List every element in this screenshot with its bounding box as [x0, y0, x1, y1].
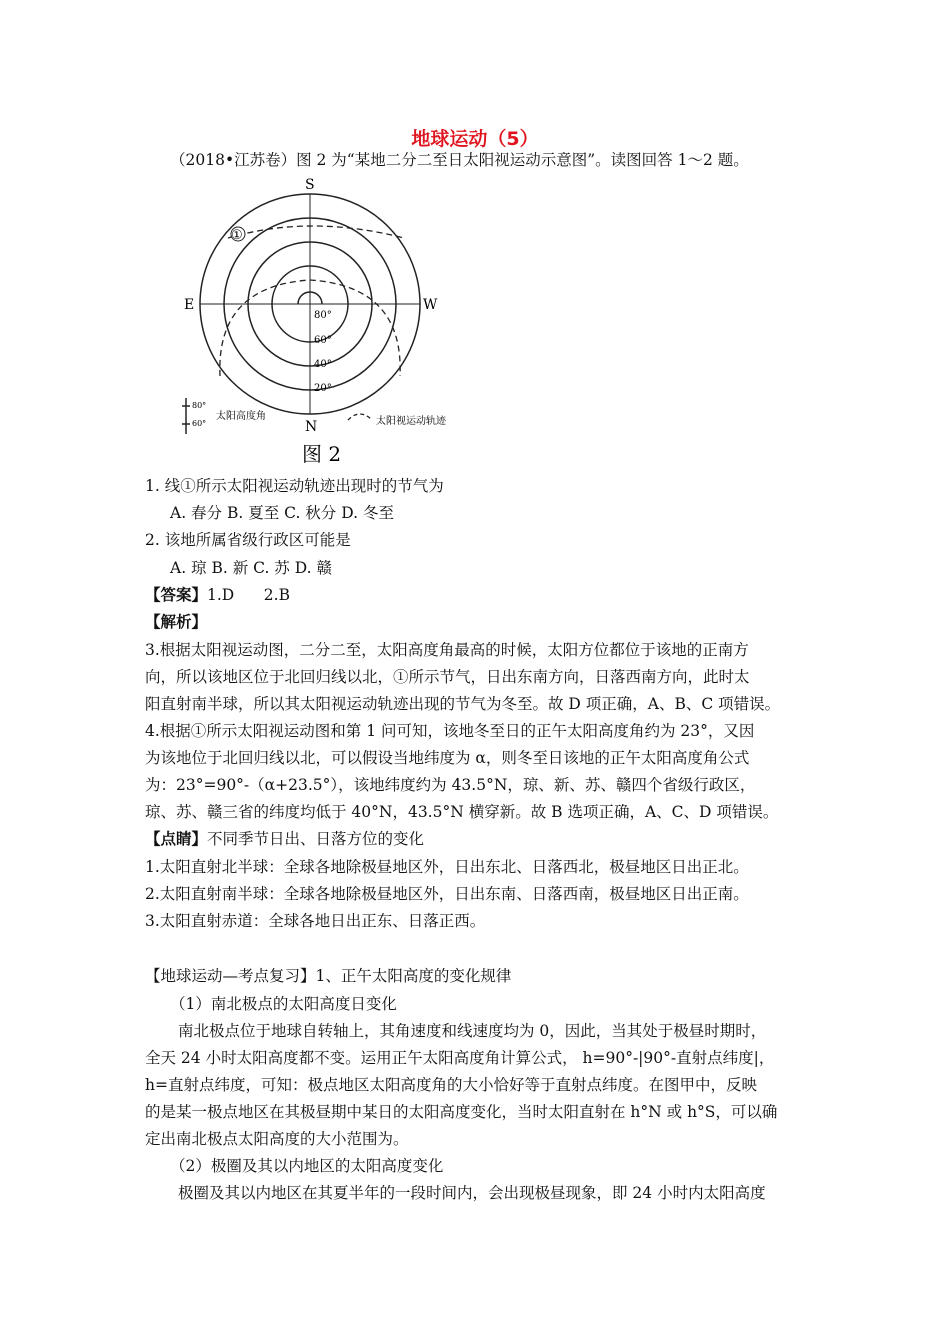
analysis-tag: 【解析】	[145, 612, 208, 631]
legend-scale-bottom: 60°	[192, 419, 207, 428]
analysis-line: 4.根据①所示太阳视运动图和第 1 问可知，该地冬至日的正午太阳高度角约为 23°，又因	[145, 722, 755, 740]
page-title: 地球运动（5）	[411, 128, 539, 150]
q2-options: A. 琼 B. 新 C. 苏 D. 赣	[170, 559, 332, 577]
para1-line: 南北极点位于地球自转轴上，其角速度和线速度均为 0，因此，当其处于极昼时期时，	[178, 1022, 767, 1040]
answer-tag: 【答案】	[145, 585, 208, 604]
label-south: S	[305, 177, 315, 193]
para1-line: 定出南北极点太阳高度的大小范围为。	[145, 1130, 409, 1148]
para2-line: 极圈及其以内地区在其夏半年的一段时间内，会出现极昼现象，即 24 小时内太阳高度	[178, 1184, 766, 1202]
review-heading	[145, 966, 511, 986]
tip-text: 不同季节日出、日落方位的变化	[207, 830, 425, 848]
legend-angle-label: 太阳高度角	[216, 411, 266, 422]
legend-track-symbol	[348, 414, 372, 420]
answer-text: 1.D 2.B	[207, 586, 290, 604]
q1-stem: 1. 线①所示太阳视运动轨迹出现时的节气为	[145, 477, 444, 495]
analysis-line: 为该地位于北回归线以北，可以假设当地纬度为 α，则冬至日该地的正午太阳高度角公式	[145, 749, 750, 767]
tip-item: 1.太阳直射北半球：全球各地除极昼地区外，日出东北、日落西北，极昼地区日出正北。	[145, 858, 749, 876]
tip-line	[145, 829, 424, 849]
review-tag: 【地球运动—考点复习】	[145, 967, 316, 985]
angle-label-20: 20°	[314, 383, 332, 394]
q2-stem: 2. 该地所属省级行政区可能是	[145, 531, 351, 549]
label-east: E	[184, 297, 195, 313]
para1-line: 全天 24 小时太阳高度都不变。运用正午太阳高度角计算公式， h=90°-|90°-直射点纬度|，	[145, 1049, 775, 1067]
subheading-2: （2）极圈及其以内地区的太阳高度变化	[170, 1157, 444, 1175]
figure-caption: 图 2	[302, 442, 342, 466]
review-text: 1、正午太阳高度的变化规律	[315, 967, 512, 985]
label-north: N	[305, 419, 318, 435]
question-intro: （2018•江苏卷）图 2 为“某地二分二至日太阳视运动示意图”。读图回答 1～2 题。	[170, 151, 749, 169]
analysis-line: 向，所以该地区位于北回归线以北，①所示节气，日出东南方向，日落西南方向，此时太	[145, 668, 750, 686]
q1-options: A. 春分 B. 夏至 C. 秋分 D. 冬至	[170, 504, 394, 522]
para1-line: h=直射点纬度，可知：极点地区太阳高度角的大小恰好等于直射点纬度。在图甲中，反映	[145, 1076, 757, 1094]
angle-label-80: 80°	[314, 310, 332, 321]
marker-label: ①	[231, 228, 243, 243]
para1-line: 的是某一极点地区在其极昼期中某日的太阳高度变化，当时太阳直射在 h°N 或 h°S，可以确	[145, 1103, 778, 1121]
subheading-1: （1）南北极点的太阳高度日变化	[170, 995, 397, 1013]
solar-path-diagram	[180, 176, 470, 466]
analysis-line: 3.根据太阳视运动图，二分二至，太阳高度角最高的时候，太阳方位都位于该地的正南方	[145, 641, 749, 659]
legend-track-label: 太阳视运动轨迹	[376, 416, 446, 427]
analysis-line: 琼、苏、赣三省的纬度均低于 40°N，43.5°N 横穿新。故 B 选项正确，A、C、D 项错误。	[145, 803, 779, 821]
tip-tag: 【点睛】	[145, 829, 208, 848]
label-west: W	[423, 297, 438, 313]
analysis-line: 为：23°=90°-（α+23.5°），该地纬度约为 43.5°N，琼、新、苏、赣四个省级行政区，	[145, 776, 756, 794]
legend-scale-top: 80°	[192, 401, 207, 410]
analysis-line: 阳直射南半球，所以其太阳视运动轨迹出现的节气为冬至。故 D 项正确，A、B、C 项错误。	[145, 695, 781, 713]
angle-label-60: 60°	[314, 335, 332, 346]
tip-item: 3.太阳直射赤道：全球各地日出正东、日落正西。	[145, 912, 486, 930]
tip-item: 2.太阳直射南半球：全球各地除极昼地区外，日出东南、日落西南，极昼地区日出正南。	[145, 885, 749, 903]
angle-label-40: 40°	[314, 359, 332, 370]
answer-line	[145, 585, 290, 605]
solar-path-track-1	[228, 226, 404, 238]
